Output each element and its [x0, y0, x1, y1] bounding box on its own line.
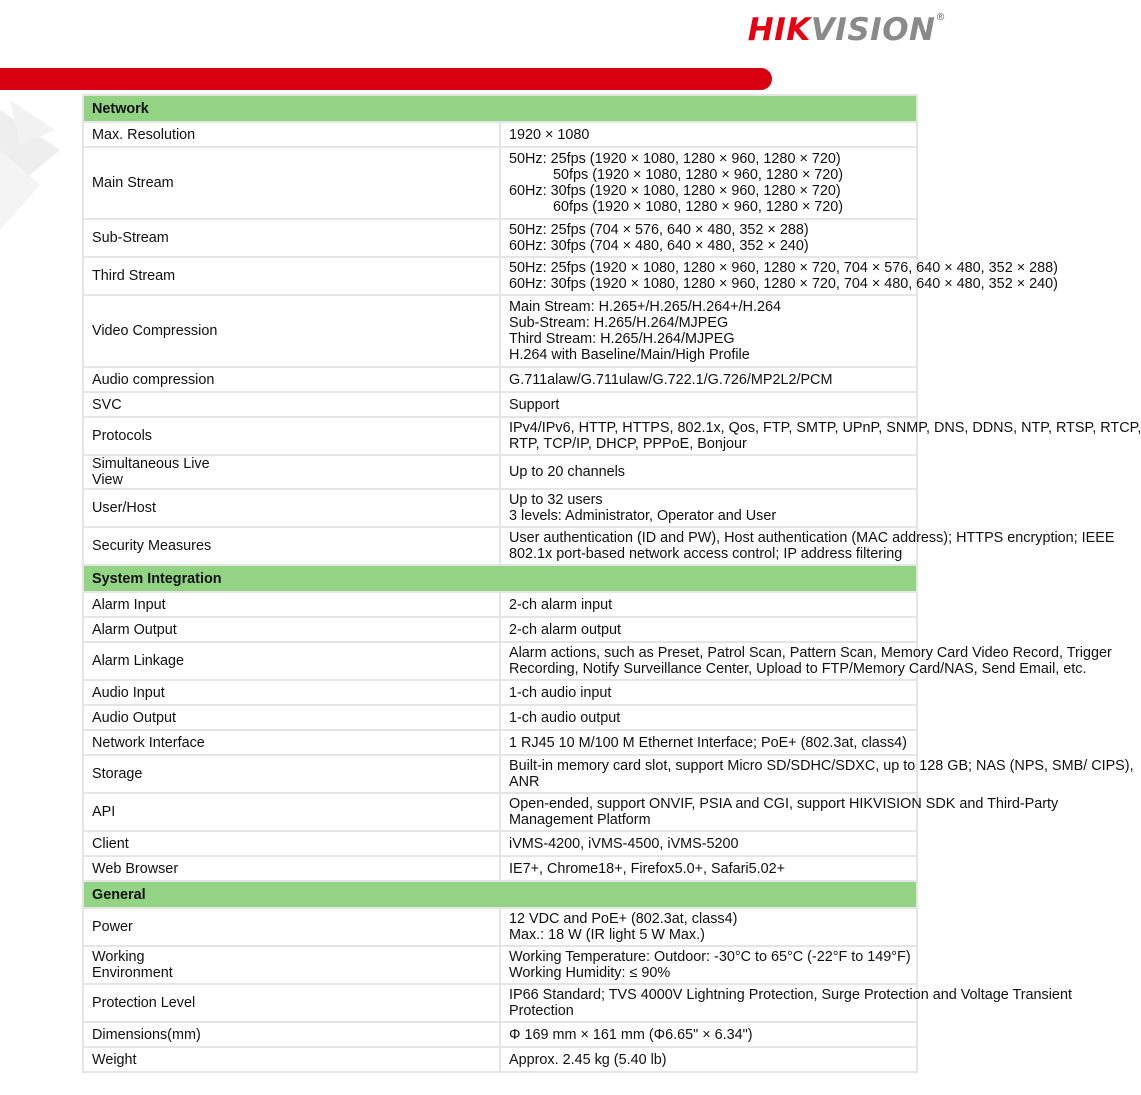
spec-label: Sub-Stream [83, 219, 500, 257]
spec-row [83, 527, 917, 565]
spec-row [83, 908, 917, 946]
spec-value-line: 60Hz: 30fps (1920 × 1080, 1280 × 960, 1280 × 720, 704 × 480, 640 × 480, 352 × 240) [509, 276, 1058, 292]
spec-label [83, 455, 500, 489]
section-header [83, 881, 917, 908]
decorative-triangles [0, 90, 80, 290]
spec-row [83, 705, 917, 730]
spec-value-line: 1-ch audio output [509, 709, 621, 726]
spec-row [83, 642, 917, 680]
spec-value-line: G.711alaw/G.711ulaw/G.722.1/G.726/MP2L2/PCM [509, 371, 833, 388]
spec-value-line: Protection [509, 1003, 574, 1019]
spec-value-line: Open-ended, support ONVIF, PSIA and CGI, support HIKVISION SDK and Third-Party [509, 796, 1059, 812]
spec-label: Audio Input [83, 680, 500, 705]
spec-value [500, 1047, 917, 1072]
spec-label-line: View [92, 472, 123, 488]
spec-value [500, 147, 917, 219]
spec-row [83, 417, 917, 455]
spec-value-line: IPv4/IPv6, HTTP, HTTPS, 802.1x, Qos, FTP, SMTP, UPnP, SNMP, DNS, DDNS, NTP, RTSP, RTCP, [509, 420, 1141, 436]
spec-label: Security Measures [83, 527, 500, 565]
spec-value [500, 617, 917, 642]
spec-label: Client [83, 831, 500, 856]
spec-table-body [83, 95, 1141, 1072]
spec-row [83, 680, 917, 705]
spec-value-line: Built-in memory card slot, support Micro SD/SDHC/SDXC, up to 128 GB; NAS (NPS, SMB/ CIPS), [509, 758, 1134, 774]
spec-value [500, 793, 1059, 831]
spec-row [83, 147, 917, 219]
spec-label: Weight [83, 1047, 500, 1072]
spec-value [500, 367, 917, 392]
spec-value-line: User authentication (ID and PW), Host authentication (MAC address); HTTPS encryption; IEEE [509, 530, 1115, 546]
spec-value-line: Working Humidity: ≤ 90% [509, 965, 671, 981]
spec-value-line: 1 RJ45 10 M/100 M Ethernet Interface; PoE+ (802.3at, class4) [509, 734, 907, 751]
spec-value-line: Alarm actions, such as Preset, Patrol Scan, Pattern Scan, Memory Card Video Record, Trigger [509, 645, 1112, 661]
spec-value [500, 1022, 917, 1047]
spec-label: Storage [83, 755, 500, 793]
spec-label: Web Browser [83, 856, 500, 881]
spec-value [500, 489, 917, 527]
spec-label: Audio Output [83, 705, 500, 730]
spec-label [83, 946, 500, 984]
section-header [83, 565, 917, 592]
spec-label: SVC [83, 392, 500, 417]
spec-label: User/Host [83, 489, 500, 527]
section-title: System Integration [83, 565, 917, 592]
spec-row [83, 122, 917, 147]
spec-value-line: Working Temperature: Outdoor: -30°C to 65°C (-22°F to 149°F) [509, 949, 911, 965]
logo-hik-text: HIK [747, 12, 811, 48]
spec-label: Third Stream [83, 257, 500, 295]
section-title: General [83, 881, 917, 908]
spec-label: API [83, 793, 500, 831]
spec-row [83, 1022, 917, 1047]
spec-value [500, 417, 1141, 455]
spec-value [500, 392, 917, 417]
spec-value [500, 219, 917, 257]
spec-value [500, 908, 917, 946]
spec-value [500, 705, 917, 730]
spec-value-line: 60Hz: 30fps (704 × 480, 640 × 480, 352 × 240) [509, 238, 809, 254]
logo-vision-text: VISION [810, 12, 936, 48]
spec-label: Video Compression [83, 295, 500, 367]
spec-row [83, 219, 917, 257]
logo-registered-mark: ® [935, 12, 946, 23]
spec-value-line: Sub-Stream: H.265/H.264/MJPEG [509, 315, 729, 331]
hikvision-logo [748, 10, 946, 50]
spec-value-line: Φ 169 mm × 161 mm (Φ6.65" × 6.34") [509, 1026, 753, 1043]
spec-value [500, 257, 1058, 295]
spec-value-line: 50Hz: 25fps (1920 × 1080, 1280 × 960, 1280 × 720) [509, 151, 841, 167]
spec-row [83, 455, 917, 489]
spec-value-line: 1920 × 1080 [509, 126, 590, 143]
spec-label: Audio compression [83, 367, 500, 392]
spec-row [83, 755, 917, 793]
section-header [83, 95, 917, 122]
spec-value-line: iVMS-4200, iVMS-4500, iVMS-5200 [509, 835, 739, 852]
spec-row [83, 392, 917, 417]
spec-value [500, 755, 1134, 793]
spec-row [83, 295, 917, 367]
spec-value-line: 2-ch alarm output [509, 621, 621, 638]
spec-value-line: Support [509, 396, 560, 413]
spec-value-line: 1-ch audio input [509, 684, 612, 701]
spec-value [500, 984, 1072, 1022]
spec-label: Protocols [83, 417, 500, 455]
spec-value-line: IP66 Standard; TVS 4000V Lightning Protection, Surge Protection and Voltage Transient [509, 987, 1072, 1003]
spec-value-line: 50Hz: 25fps (704 × 576, 640 × 480, 352 × 288) [509, 222, 809, 238]
spec-value-line: 3 levels: Administrator, Operator and User [509, 508, 777, 524]
spec-value [500, 455, 917, 489]
spec-value [500, 680, 917, 705]
spec-value [500, 122, 917, 147]
spec-label: Power [83, 908, 500, 946]
spec-row [83, 617, 917, 642]
spec-label: Network Interface [83, 730, 500, 755]
spec-label: Alarm Input [83, 592, 500, 617]
spec-row [83, 257, 917, 295]
spec-label-line: Simultaneous Live [92, 456, 210, 472]
spec-value-line: 50fps (1920 × 1080, 1280 × 960, 1280 × 720) [553, 167, 844, 183]
spec-value [500, 642, 1112, 680]
spec-label-line: Environment [92, 965, 173, 981]
spec-value-line: H.264 with Baseline/Main/High Profile [509, 347, 750, 363]
spec-value-line: Up to 20 channels [509, 464, 626, 480]
spec-value-line: RTP, TCP/IP, DHCP, PPPoE, Bonjour [509, 436, 747, 452]
spec-row [83, 489, 917, 527]
spec-value [500, 730, 917, 755]
spec-value-line: 12 VDC and PoE+ (802.3at, class4) [509, 911, 738, 927]
spec-value-line: IE7+, Chrome18+, Firefox5.0+, Safari5.02+ [509, 860, 785, 877]
spec-row [83, 730, 917, 755]
spec-row [83, 831, 917, 856]
spec-row [83, 367, 917, 392]
spec-value-line: Max.: 18 W (IR light 5 W Max.) [509, 927, 705, 943]
spec-value [500, 527, 1115, 565]
spec-row [83, 592, 917, 617]
spec-value-line: Main Stream: H.265+/H.265/H.264+/H.264 [509, 299, 781, 315]
spec-label: Dimensions(mm) [83, 1022, 500, 1047]
spec-label-line: Working [92, 949, 145, 965]
spec-value-line: 50Hz: 25fps (1920 × 1080, 1280 × 960, 1280 × 720, 704 × 576, 640 × 480, 352 × 288) [509, 260, 1058, 276]
spec-value-line: 802.1x port-based network access control; IP address filtering [509, 546, 903, 562]
spec-value [500, 831, 917, 856]
spec-label: Protection Level [83, 984, 500, 1022]
spec-row [83, 856, 917, 881]
spec-value-line: 2-ch alarm input [509, 596, 613, 613]
spec-value [500, 856, 917, 881]
spec-row [83, 946, 917, 984]
spec-value-line: Recording, Notify Surveillance Center, Upload to FTP/Memory Card/NAS, Send Email, etc. [509, 661, 1087, 677]
spec-label: Alarm Output [83, 617, 500, 642]
spec-label: Alarm Linkage [83, 642, 500, 680]
header-red-band [0, 68, 772, 90]
spec-value [500, 295, 917, 367]
spec-label: Max. Resolution [83, 122, 500, 147]
spec-value [500, 946, 917, 984]
spec-value-line: Approx. 2.45 kg (5.40 lb) [509, 1051, 667, 1068]
section-title: Network [83, 95, 917, 122]
spec-value-line: 60Hz: 30fps (1920 × 1080, 1280 × 960, 1280 × 720) [509, 183, 841, 199]
spec-value-line: Third Stream: H.265/H.264/MJPEG [509, 331, 735, 347]
spec-row [83, 1047, 917, 1072]
spec-label: Main Stream [83, 147, 500, 219]
spec-value-line: ANR [509, 774, 540, 790]
spec-row [83, 984, 917, 1022]
spec-row [83, 793, 917, 831]
spec-table [82, 94, 1141, 1073]
spec-value-line: 60fps (1920 × 1080, 1280 × 960, 1280 × 720) [553, 199, 844, 215]
spec-value [500, 592, 917, 617]
spec-value-line: Up to 32 users [509, 492, 603, 508]
spec-value-line: Management Platform [509, 812, 651, 828]
